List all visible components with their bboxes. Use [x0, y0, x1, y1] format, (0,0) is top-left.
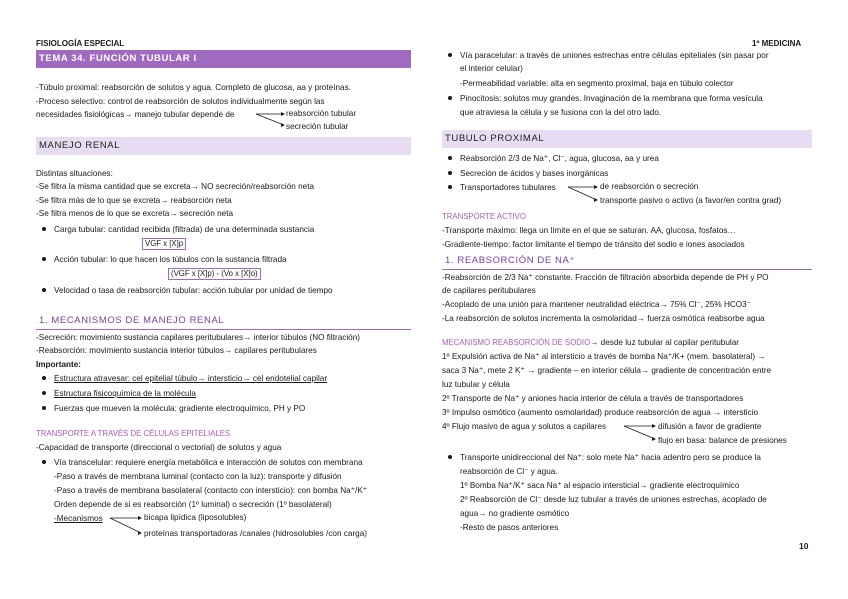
branch-arrow-icon — [624, 424, 658, 442]
importante-item-2: Estructura fisicoquímica de la molécula — [54, 389, 196, 398]
branch-arrow-icon — [110, 516, 144, 536]
transcelular-line-1: -Paso a través de membrana luminal (contacto con la luz): transporte y difusión — [54, 472, 342, 481]
page-number: 10 — [799, 541, 809, 551]
mecanismos-branch-2: proteínas transportadoras /canales (hidrosolubles /con carga) — [144, 529, 368, 538]
mecanismo-line-4: 2º Transporte de Na⁺ y aniones hacia interior de célula a través de transportadores — [442, 394, 744, 403]
branch-arrow-icon — [256, 112, 286, 128]
pinocitosis-cont: que atraviesa la célula y se fusiona con la del otro lado. — [460, 108, 662, 117]
intro-branch-1: reabsorción tubular — [286, 109, 357, 118]
year-header: 1º MEDICINA — [752, 39, 802, 48]
mecanismo-line-2: saca 3 Na⁺, mete 2 K⁺ → gradiente – en interior célula→ gradiente de concentración entre — [442, 366, 772, 375]
paracelular-cont: el interior celular) — [460, 64, 523, 73]
activo-line-2: -Gradiente-tiempo: factor limitante el tiempo de tránsito del sodio e iones asociados — [442, 240, 745, 249]
na-line-3: -Acoplado de una unión para mantener neutralidad eléctrica→ 75% Cl⁻, 25% HCO3⁻ — [442, 300, 752, 309]
branch-arrow-icon — [568, 185, 600, 203]
intro-branch-2: secreción tubular — [286, 122, 349, 131]
flujo-branch-1: difusión a favor de gradiente — [658, 422, 762, 431]
na-line-2: de capilares peritubulares — [442, 286, 536, 295]
unidireccional-line-2: 1º Bomba Na⁺/K⁺ saca Na⁺ al espacio intersticial→ gradiente electroquímico — [460, 481, 740, 490]
via-paracelular: Vía paracelular: a través de uniones estrechas entre células epiteliales (sin pasar por — [460, 51, 769, 60]
unidireccional-line-3: 2º Reabsorción de Cl⁻ desde luz tubular a través de uniones estrechas, acoplado de — [460, 495, 767, 504]
tubulo-branch-1: de reabsorción o secreción — [600, 182, 699, 191]
mecanismo-reabsorcion: -Reabsorción: movimiento sustancia interior túbulos→ capilares peritubulares — [36, 346, 317, 355]
tubulo-item-3: Transportadores tubulares — [460, 183, 556, 192]
situation-2: -Se filtra más de lo que se excreta→ reabsorción neta — [36, 196, 232, 205]
section-tubulo-proximal: TUBULO PROXIMAL — [442, 130, 812, 148]
tubulo-item-2: Secreción de ácidos y bases inorgánicas — [460, 169, 609, 178]
velocidad-reabsorcion: Velocidad o tasa de reabsorción tubular: acción tubular por unidad de tiempo — [54, 286, 333, 295]
accion-formula: (VGF x [X]p) - (Vo x [X]o) — [168, 268, 261, 280]
unidireccional-line-4: agua→ no gradiente osmótico — [460, 509, 570, 518]
carga-formula: VGF x [X]p — [142, 238, 186, 250]
pinocitosis: Pinocitosis: solutos muy grandes. Invaginación de la membrana que forma vesícula — [460, 94, 763, 103]
importante-item-1: Estructura atravesar: cel epitelial túbulo→ intersticio→ cel endotelial capilar — [54, 374, 328, 383]
tubulo-branch-2: transporte pasivo o activo (a favor/en contra grad) — [600, 196, 782, 205]
mecanismos-branch-1: bicapa lipídica (liposolubles) — [144, 513, 247, 522]
mecanismo-sodio-title-rest: → desde luz tubular al capilar peritubular — [590, 338, 739, 347]
course-header: FISIOLOGÍA ESPECIAL — [36, 39, 125, 48]
section-reabsorcion-na: 1. REABSORCIÓN DE NA⁺ — [442, 253, 812, 270]
section-transporte-epitelial: TRANSPORTE A TRAVÉS DE CÉLULAS EPITELIALES — [36, 429, 231, 438]
transcelular-line-3: Orden depende de si es reabsorción (1º luminal) o secreción (1º basolateral) — [54, 500, 332, 509]
transporte-unidireccional: Transporte unidireccional del Na⁺: solo mete Na⁺ hacia adentro pero se produce la — [460, 453, 761, 462]
intro-line-2: -Proceso selectivo: control de reabsorción de solutos individualmente según las — [36, 97, 325, 106]
mecanismos-label: -Mecanismos — [54, 514, 103, 523]
carga-tubular: Carga tubular: cantidad recibida (filtrada) de una determinada sustancia — [54, 225, 315, 234]
mecanismo-line-5: 3º Impulso osmótico (aumento osmolaridad) produce reabsorción de agua → intersticio — [442, 408, 759, 417]
mecanismo-line-1: 1º Expulsión activa de Na⁺ al intersticio a través de bomba Na⁺/K+ (mem. basolateral) → — [442, 352, 766, 361]
section-transporte-activo: TRANSPORTE ACTIVO — [442, 212, 526, 221]
situations-heading: Distintas situaciones: — [36, 169, 113, 178]
importante-item-3: Fuerzas que mueven la molécula: gradiente electroquímico, PH y PO — [54, 404, 306, 413]
mecanismo-line-3: luz tubular y célula — [442, 380, 510, 389]
permeabilidad-variable: -Permeabilidad variable: alta en segmento proximal, baja en túbulo colector — [460, 79, 734, 88]
flujo-branch-2: flujo en basa: balance de presiones — [658, 436, 787, 445]
section-mecanismos: 1. MECANISMOS DE MANEJO RENAL — [36, 313, 411, 330]
unidireccional-line-5: -Resto de pasos anteriores — [460, 523, 559, 532]
mecanismo-sodio-title: MECANISMO REABSORCIÓN DE SODIO — [442, 338, 591, 347]
mecanismo-line-6: 4º Flujo masivo de agua y solutos a capilares — [442, 422, 607, 431]
na-line-4: -La reabsorción de solutos incrementa la osmolaridad→ fuerza osmótica reabsorbe agua — [442, 314, 765, 323]
transporte-intro: -Capacidad de transporte (direccional o vectorial) de solutos y agua — [36, 443, 282, 452]
transcelular-line-2: -Paso a través de membrana basolateral (contacto con intersticio): con bomba Na⁺/K⁺ — [54, 486, 368, 495]
accion-tubular: Acción tubular: lo que hacen los túbulos con la sustancia filtrada — [54, 255, 287, 264]
situation-1: -Se filtra la misma cantidad que se excreta→ NO secreción/reabsorción neta — [36, 182, 315, 191]
unidireccional-line-1: reabsorción de Cl⁻ y agua. — [460, 467, 558, 476]
mecanismo-sodio-heading — [442, 337, 739, 348]
activo-line-1: -Transporte máximo: llega un límite en el que se saturan. AA, glucosa, fosfatos… — [442, 226, 736, 235]
importante-heading: Importante: — [36, 360, 82, 369]
intro-line-1: -Túbulo proximal: reabsorción de solutos y agua. Completo de glucosa, aa y proteínas. — [36, 83, 351, 92]
na-line-1: -Reabsorción de 2/3 Na⁺ constante. Fracción de filtración absorbida depende de PH y PO — [442, 273, 769, 282]
section-manejo-renal: MANEJO RENAL — [36, 137, 411, 155]
tubulo-item-1: Reabsorción 2/3 de Na⁺, Cl⁻, agua, glucosa, aa y urea — [460, 154, 659, 163]
mecanismo-secrecion: -Secreción: movimiento sustancia capilares peritubulares→ interior túbulos (NO filtración) — [36, 333, 360, 342]
intro-line-3: necesidades fisiológicas→ manejo tubular depende de — [36, 110, 235, 119]
topic-title: TEMA 34. FUNCIÓN TUBULAR I — [36, 50, 411, 68]
situation-3: -Se filtra menos de lo que se excreta→ secreción neta — [36, 209, 234, 218]
via-transcelular: Vía transcelular: requiere energía metabólica e interacción de solutos con membrana — [54, 458, 363, 467]
